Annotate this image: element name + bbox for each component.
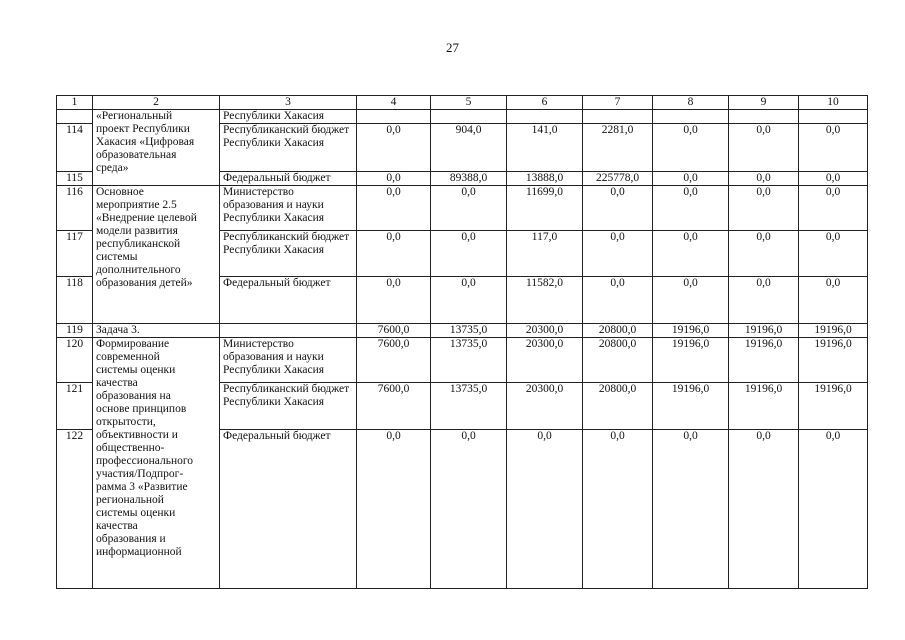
value-cell <box>799 110 868 124</box>
row-number: 117 <box>57 231 93 277</box>
value-cell: 20800,0 <box>583 382 653 430</box>
header-row <box>57 96 868 110</box>
value-cell: 19196,0 <box>799 382 868 430</box>
value-cell <box>653 110 729 124</box>
value-cell: 20300,0 <box>507 382 583 430</box>
row-number: 118 <box>57 276 93 323</box>
row-number: 122 <box>57 430 93 589</box>
row-number: 114 <box>57 124 93 172</box>
row-number: 121 <box>57 382 93 430</box>
value-cell: 0,0 <box>799 276 868 323</box>
value-cell: 20300,0 <box>507 323 583 337</box>
value-cell: 7600,0 <box>357 382 431 430</box>
header-cell: 1 <box>57 96 93 110</box>
value-cell: 19196,0 <box>799 323 868 337</box>
row-number: 115 <box>57 172 93 186</box>
value-cell: 904,0 <box>431 124 507 172</box>
value-cell: 141,0 <box>507 124 583 172</box>
row-number: 116 <box>57 186 93 231</box>
funding-source: Министерство образования и науки Республики Хакасия <box>220 337 357 382</box>
funding-source <box>220 323 357 337</box>
table-row <box>57 323 868 337</box>
row-number <box>57 110 93 124</box>
value-cell: 117,0 <box>507 231 583 277</box>
value-cell: 19196,0 <box>729 323 799 337</box>
value-cell <box>357 110 431 124</box>
value-cell: 0,0 <box>653 124 729 172</box>
value-cell: 0,0 <box>583 186 653 231</box>
header-cell: 4 <box>357 96 431 110</box>
value-cell: 0,0 <box>729 276 799 323</box>
value-cell: 0,0 <box>507 430 583 589</box>
value-cell: 225778,0 <box>583 172 653 186</box>
activity-name: Задача 3. <box>93 323 220 337</box>
value-cell: 0,0 <box>583 430 653 589</box>
value-cell <box>431 110 507 124</box>
header-cell: 3 <box>220 96 357 110</box>
value-cell: 13735,0 <box>431 337 507 382</box>
value-cell: 13735,0 <box>431 323 507 337</box>
value-cell: 19196,0 <box>653 382 729 430</box>
value-cell: 11582,0 <box>507 276 583 323</box>
value-cell: 0,0 <box>357 172 431 186</box>
value-cell: 0,0 <box>799 430 868 589</box>
table-row <box>57 337 868 382</box>
table-row <box>57 186 868 231</box>
value-cell: 19196,0 <box>799 337 868 382</box>
header-cell: 7 <box>583 96 653 110</box>
funding-source: Республиканский бюджет Республики Хакасия <box>220 124 357 172</box>
value-cell: 0,0 <box>357 430 431 589</box>
value-cell: 0,0 <box>357 276 431 323</box>
value-cell: 0,0 <box>431 186 507 231</box>
value-cell: 20800,0 <box>583 337 653 382</box>
header-cell: 2 <box>93 96 220 110</box>
table-row <box>57 110 868 124</box>
header-cell: 8 <box>653 96 729 110</box>
header-cell: 6 <box>507 96 583 110</box>
value-cell: 19196,0 <box>653 337 729 382</box>
value-cell: 13888,0 <box>507 172 583 186</box>
value-cell: 19196,0 <box>653 323 729 337</box>
funding-source: Республики Хакасия <box>220 110 357 124</box>
value-cell: 0,0 <box>653 276 729 323</box>
header-cell: 5 <box>431 96 507 110</box>
value-cell: 7600,0 <box>357 323 431 337</box>
funding-source: Федеральный бюджет <box>220 172 357 186</box>
value-cell: 0,0 <box>357 231 431 277</box>
value-cell: 0,0 <box>729 186 799 231</box>
value-cell: 0,0 <box>583 276 653 323</box>
value-cell: 0,0 <box>729 172 799 186</box>
value-cell: 0,0 <box>653 172 729 186</box>
value-cell: 0,0 <box>583 231 653 277</box>
value-cell <box>729 110 799 124</box>
activity-name: Основное мероприятие 2.5 «Внедрение целевой модели развития республиканской системы дополнительного образования детей» <box>93 186 220 323</box>
funding-source: Республиканский бюджет Республики Хакасия <box>220 382 357 430</box>
value-cell: 11699,0 <box>507 186 583 231</box>
value-cell <box>507 110 583 124</box>
budget-table <box>56 95 868 589</box>
value-cell: 0,0 <box>799 124 868 172</box>
value-cell: 0,0 <box>653 430 729 589</box>
value-cell: 0,0 <box>799 172 868 186</box>
value-cell: 0,0 <box>653 231 729 277</box>
value-cell: 20800,0 <box>583 323 653 337</box>
activity-name: «Региональный проект Республики Хакасия «Цифровая образовательная среда» <box>93 110 220 186</box>
page-number: 27 <box>446 40 459 55</box>
value-cell: 0,0 <box>357 186 431 231</box>
value-cell: 0,0 <box>653 186 729 231</box>
value-cell: 19196,0 <box>729 382 799 430</box>
value-cell <box>583 110 653 124</box>
activity-name: Формирование современной системы оценки качества образования на основе принципов открытости, объективности и общественно- профессионального участия/Подпрог- рамма 3 «Развитие региональной системы оценки качества образования и информационной <box>93 337 220 588</box>
funding-source: Федеральный бюджет <box>220 430 357 589</box>
value-cell: 0,0 <box>431 231 507 277</box>
funding-source: Министерство образования и науки Республики Хакасия <box>220 186 357 231</box>
header-cell: 10 <box>799 96 868 110</box>
value-cell: 7600,0 <box>357 337 431 382</box>
value-cell: 0,0 <box>357 124 431 172</box>
value-cell: 0,0 <box>729 124 799 172</box>
value-cell: 0,0 <box>431 276 507 323</box>
value-cell: 0,0 <box>431 430 507 589</box>
funding-source: Республиканский бюджет Республики Хакасия <box>220 231 357 277</box>
value-cell: 0,0 <box>799 186 868 231</box>
header-cell: 9 <box>729 96 799 110</box>
value-cell: 13735,0 <box>431 382 507 430</box>
row-number: 119 <box>57 323 93 337</box>
value-cell: 0,0 <box>799 231 868 277</box>
value-cell: 20300,0 <box>507 337 583 382</box>
value-cell: 2281,0 <box>583 124 653 172</box>
value-cell: 0,0 <box>729 231 799 277</box>
value-cell: 0,0 <box>729 430 799 589</box>
value-cell: 89388,0 <box>431 172 507 186</box>
row-number: 120 <box>57 337 93 382</box>
funding-source: Федеральный бюджет <box>220 276 357 323</box>
value-cell: 19196,0 <box>729 337 799 382</box>
